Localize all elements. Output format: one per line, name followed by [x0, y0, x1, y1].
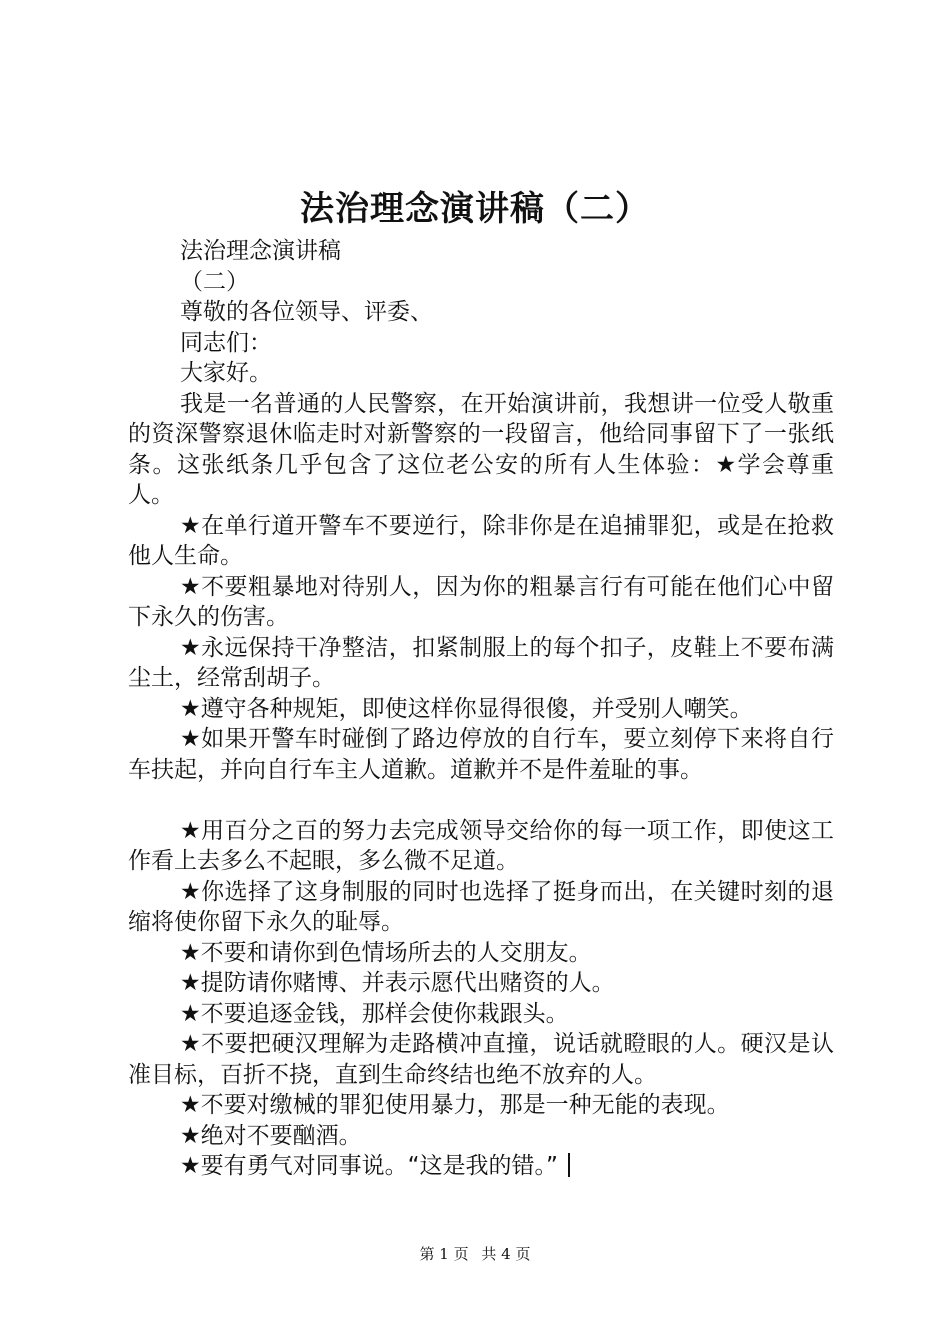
paragraph-item: ★不要把硬汉理解为走路横冲直撞，说话就瞪眼的人。硬汉是认准目标，百折不挠，直到生命终结也绝不放弃的人。 — [128, 1031, 834, 1088]
paragraph-item-last-text: ★要有勇气对同事说。“这是我的错。” — [180, 1153, 558, 1179]
paragraph-subtitle-part: （二） — [180, 268, 249, 295]
paragraph-salutation-2: 同志们： — [180, 329, 272, 356]
paragraph-salutation: 尊敬的各位领导、评委、 — [180, 299, 433, 325]
paragraph-item: ★不要和请你到色情场所去的人交朋友。 — [180, 939, 592, 966]
document-title: 法治理念演讲稿（二） — [300, 189, 650, 229]
paragraph-greeting: 大家好。 — [180, 360, 272, 386]
paragraph-item: ★不要对缴械的罪犯使用暴力，那是一种无能的表现。 — [180, 1092, 730, 1118]
text-cursor — [568, 1153, 570, 1177]
document-body — [128, 236, 834, 1182]
paragraph-intro: 我是一名普通的人民警察，在开始演讲前，我想讲一位受人敬重的资深警察退休临走时对新警察的一段留言，他给同事留下了一张纸条。这张纸条几乎包含了这位老公安的所有人生体验：★学会尊重人。 — [128, 390, 834, 508]
page-total: 共 4 页 — [481, 1245, 531, 1263]
paragraph-item: ★提防请你赌博、并表示愿代出赌资的人。 — [180, 970, 615, 996]
paragraph-item: ★如果开警车时碰倒了路边停放的自行车，要立刻停下来将自行车扶起，并向自行车主人道歉。道歉并不是件羞耻的事。 — [128, 726, 834, 783]
paragraph-item: ★用百分之百的努力去完成领导交给你的每一项工作，即使这工作看上去多么不起眼，多么微不足道。 — [128, 817, 834, 874]
paragraph-item: ★不要粗暴地对待别人，因为你的粗暴言行有可能在他们心中留下永久的伤害。 — [128, 573, 834, 630]
paragraph-item: ★遵守各种规矩，即使这样你显得很傻，并受别人嘲笑。 — [180, 695, 753, 722]
paragraph-item: ★绝对不要酗酒。 — [180, 1122, 362, 1149]
paragraph-subtitle: 法治理念演讲稿 — [180, 238, 341, 264]
paragraph-item: ★你选择了这身制服的同时也选择了挺身而出，在关键时刻的退缩将使你留下永久的耻辱。 — [128, 878, 834, 935]
paragraph-item: ★不要追逐金钱，那样会使你栽跟头。 — [180, 1000, 569, 1027]
page-footer — [0, 1242, 950, 1266]
blank-line — [128, 785, 834, 816]
paragraph-item: ★永远保持干净整洁，扣紧制服上的每个扣子，皮鞋上不要布满尘土，经常刮胡子。 — [128, 634, 834, 691]
paragraph-item-last — [128, 1151, 834, 1182]
page-number: 第 1 页 — [419, 1245, 469, 1263]
paragraph-item: ★在单行道开警车不要逆行，除非你是在追捕罪犯，或是在抢救他人生命。 — [128, 512, 834, 569]
